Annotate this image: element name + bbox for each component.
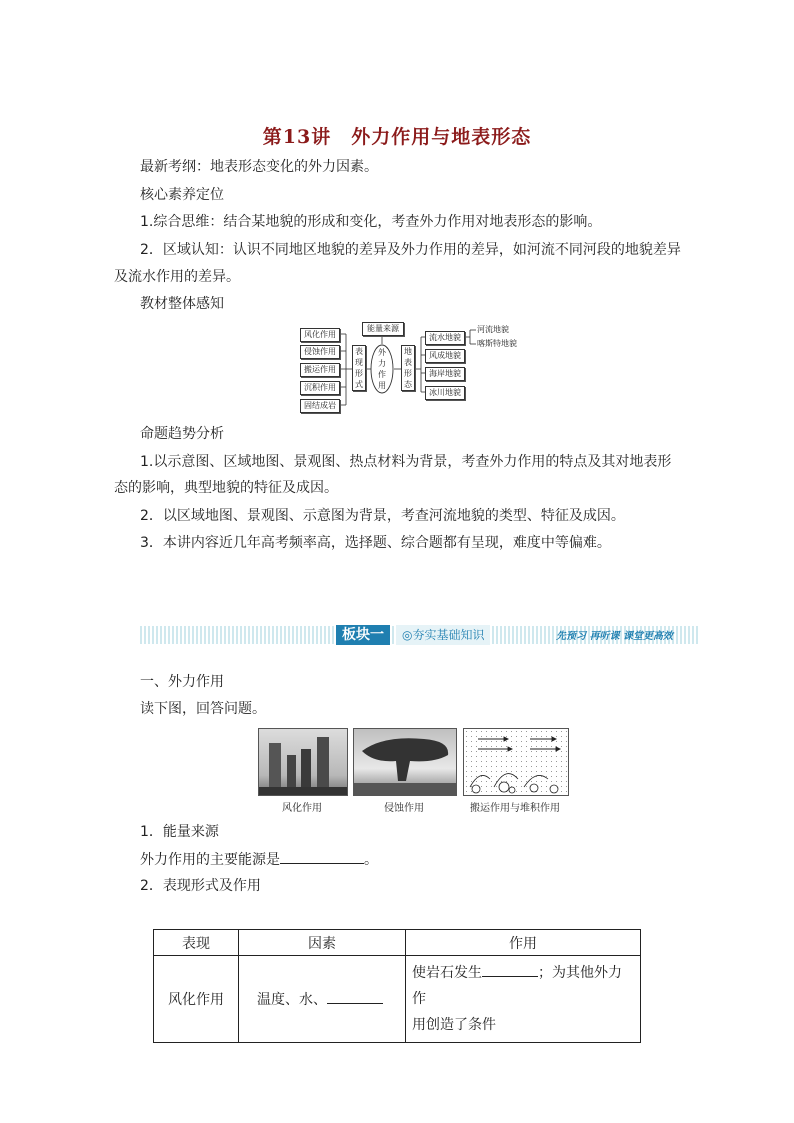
diagram-right-item: 流水地貌 (425, 331, 465, 345)
photo-caption: 侵蚀作用 (384, 803, 424, 814)
core-item-1: 1.综合思维：结合某地貌的形成和变化，考查外力作用对地表形态的影响。 (140, 214, 602, 230)
textbook-heading: 教材整体感知 (140, 296, 224, 312)
rock-pillars-image (259, 729, 347, 795)
energy-question (140, 849, 378, 870)
diagram-left-item: 侵蚀作用 (300, 345, 340, 359)
diagram-dibiao: 地表形态 (401, 345, 415, 391)
factors-answer-blank[interactable] (327, 989, 383, 1004)
diagram-left-item: 固结成岩 (300, 399, 340, 413)
page-title: 第13讲 外力作用与地表形态 (262, 126, 532, 148)
weathering-photo (258, 728, 348, 796)
effect-text-b: ；为其他外力作 (412, 965, 622, 1007)
read-prompt: 读下图，回答问题。 (140, 701, 266, 717)
diagram-left-item: 沉积作用 (300, 381, 340, 395)
diagram-biaoxian: 表现形式 (352, 345, 366, 391)
diagram-sub-item: 喀斯特地貌 (477, 339, 517, 348)
forms-heading: 2．表现形式及作用 (140, 878, 261, 894)
photo-caption: 风化作用 (282, 803, 322, 814)
table-header: 表现 (154, 930, 239, 956)
wind-arrows-image (464, 729, 568, 795)
photo-caption: 搬运作用与堆积作用 (470, 803, 560, 814)
table-cell-effect (406, 956, 641, 1043)
trend-heading: 命题趋势分析 (140, 426, 224, 442)
banner-tag: 板块一 (336, 625, 390, 645)
trend-item-1b: 态的影响，典型地貌的特征及成因。 (114, 480, 338, 496)
diagram-left-item: 搬运作用 (300, 363, 340, 377)
table-cell-name: 风化作用 (154, 956, 239, 1043)
diagram-right-item: 风成地貌 (425, 349, 465, 363)
banner-slogan: 先预习 再听课 课堂更高效 (556, 631, 673, 642)
energy-heading: 1．能量来源 (140, 824, 219, 840)
trend-item-1a: 1.以示意图、区域地图、景观图、热点材料为背景，考查外力作用的特点及其对地表形 (140, 454, 672, 470)
table-header: 因素 (239, 930, 406, 956)
trend-item-3: 3．本讲内容近几年高考频率高，选择题、综合题都有呈现，难度中等偏难。 (140, 535, 611, 551)
diagram-left-item: 风化作用 (300, 328, 340, 342)
energy-question-end: 。 (364, 852, 378, 868)
concept-diagram (298, 320, 538, 415)
core-item-2b: 及流水作用的差异。 (114, 269, 240, 285)
table-cell-factors (239, 956, 406, 1043)
table-header-row (154, 930, 641, 956)
mushroom-rock-image (354, 729, 456, 795)
effect-text-c: 用创造了条件 (412, 1017, 496, 1033)
diagram-center: 外力作用 (378, 348, 386, 390)
section-heading: 一、外力作用 (140, 674, 224, 690)
effect-answer-blank[interactable] (482, 962, 538, 977)
diagram-energy: 能量来源 (362, 322, 404, 336)
factors-text: 温度、水、 (257, 992, 327, 1008)
effect-text-a: 使岩石发生 (412, 965, 482, 981)
erosion-photo (353, 728, 457, 796)
diagram-right-item: 冰川地貌 (425, 386, 465, 400)
diagram-right-item: 海岸地貌 (425, 367, 465, 381)
exam-outline: 最新考纲：地表形态变化的外力因素。 (140, 159, 378, 175)
energy-answer-blank[interactable] (280, 849, 364, 864)
energy-question-text: 外力作用的主要能源是 (140, 852, 280, 868)
table-header: 作用 (406, 930, 641, 956)
table-row (154, 956, 641, 1043)
core-item-2a: 2．区域认知：认识不同地区地貌的差异及外力作用的差异，如河流不同河段的地貌差异 (140, 242, 681, 258)
core-heading: 核心素养定位 (140, 187, 224, 203)
trend-item-2: 2．以区域地图、景观图、示意图为背景，考查河流地貌的类型、特征及成因。 (140, 508, 625, 524)
forms-table (153, 929, 641, 1043)
diagram-sub-item: 河流地貌 (477, 325, 509, 334)
banner-subtitle: ◎夯实基础知识 (396, 625, 490, 645)
transport-deposit-diagram (463, 728, 569, 796)
